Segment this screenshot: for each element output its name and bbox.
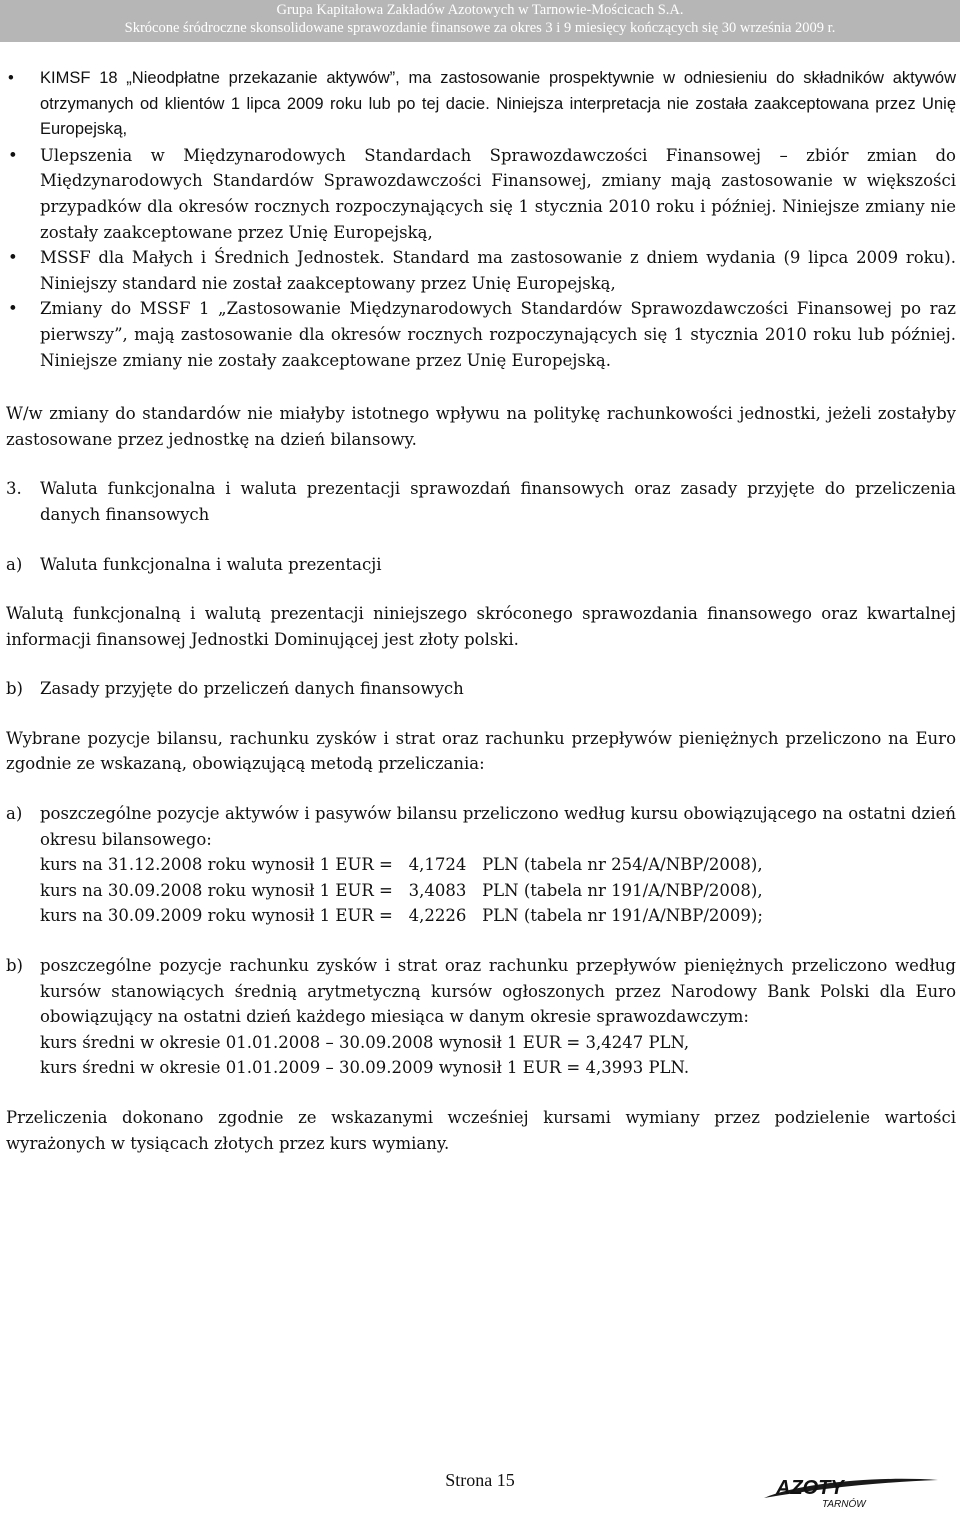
azoty-logo <box>762 1472 942 1510</box>
paragraph-functional-currency: Walutą funkcjonalną i walutą prezentacji niniejszego skróconego sprawozdania finansowego oraz kwartalnej informacji finansowej Jednostki Dominującej jest złoty polski. <box>6 604 956 649</box>
section-title: Waluta funkcjonalna i waluta prezentacji sprawozdań finansowych oraz zasady przyjęte do przeliczenia danych finansowych <box>40 479 956 524</box>
page-header <box>0 0 960 42</box>
rate-line: kurs na 30.09.2009 roku wynosił 1 EUR = 4,2226 PLN (tabela nr 191/A/NBP/2009); <box>40 906 763 926</box>
header-company: Grupa Kapitałowa Zakładów Azotowych w Tarnowie-Mościcach S.A. <box>276 2 684 18</box>
bullet-kimsf18: • KIMSF 18 „Nieodpłatne przekazanie aktywów”, ma zastosowanie prospektywnie w odniesieniu do składników aktywów otrzymanych od klientów 1 lipca 2009 roku lub po tej dacie. Niniejsza interpretacja nie została zaakceptowana przez Unię Europejską, <box>6 66 956 143</box>
bullet-mssf1: • Zmiany do MSSF 1 „Zastosowanie Międzynarodowych Standardów Sprawozdawczości Finansowej po raz pierwszy”, mają zastosowanie dla okresów rocznych rozpoczynających się 1 stycznia 2010 roku lub później. Niniejsze zmiany nie zostały zaakceptowane przez Unię Europejską. <box>6 296 956 373</box>
logo-text: AZOTY <box>776 1477 844 1499</box>
rate-line: kurs średni w okresie 01.01.2009 – 30.09.2009 wynosił 1 EUR = 4,3993 PLN. <box>40 1058 690 1078</box>
bullet-ulepszenia: • Ulepszenia w Międzynarodowych Standardach Sprawozdawczości Finansowej – zbiór zmian do Międzynarodowych Standardów Sprawozdawczości Finansowej, zmiany mają zastosowanie w większości przypadków dla okresów rocznych rozpoczynających się 1 stycznia 2010 roku i później. Niniejsze zmiany nie zostały zaakceptowane przez Unię Europejską, <box>6 143 956 245</box>
subsection-b-heading <box>6 676 956 702</box>
item-text: poszczególne pozycje rachunku zysków i strat oraz rachunku przepływów pieniężnych przeliczono według kursów stanowiących średnią arytmetyczną kursów ogłoszonych przez Narodowy Bank Polski dla Euro obowiązujący na ostatni dzień każdego miesiąca w danym okresie sprawozdawczym: <box>40 956 956 1027</box>
logo-subtext: TARNÓW <box>822 1499 866 1510</box>
list-item-a <box>6 801 956 929</box>
item-number: b) <box>6 956 23 976</box>
rate-line: kurs na 30.09.2008 roku wynosił 1 EUR = 3,4083 PLN (tabela nr 191/A/NBP/2008), <box>40 880 763 900</box>
header-report-title: Skrócone śródroczne skonsolidowane sprawozdanie finansowe za okres 3 i 9 miesięcy kończących się 30 września 2009 r. <box>124 20 836 36</box>
page-number: Strona 15 <box>445 1470 515 1490</box>
list-item-b <box>6 953 956 1081</box>
item-text: poszczególne pozycje aktywów i pasywów bilansu przeliczono według kursu obowiązującego na ostatni dzień okresu bilansowego: <box>40 804 956 849</box>
paragraph-conversion: Przeliczenia dokonano zgodnie ze wskazanymi wcześniej kursami wymiany przez podzielenie wartości wyrażonych w tysiącach złotych przez kurs wymiany. <box>6 1108 956 1153</box>
subsection-a-heading <box>6 552 956 578</box>
subsection-number: b) <box>6 679 23 699</box>
rate-line: kurs na 31.12.2008 roku wynosił 1 EUR = 4,1724 PLN (tabela nr 254/A/NBP/2008), <box>40 855 763 875</box>
paragraph-selected-items: Wybrane pozycje bilansu, rachunku zysków i strat oraz rachunku przepływów pieniężnych przeliczono na Euro zgodnie ze wskazaną, obowiązującą metodą przeliczania: <box>6 728 956 774</box>
subsection-title: Zasady przyjęte do przeliczeń danych finansowych <box>40 679 464 699</box>
rate-line: kurs średni w okresie 01.01.2008 – 30.09.2008 wynosił 1 EUR = 3,4247 PLN, <box>40 1032 690 1052</box>
item-number: a) <box>6 804 23 824</box>
paragraph-impact: W/w zmiany do standardów nie miałyby istotnego wpływu na politykę rachunkowości jednostki, jeżeli zostałyby zastosowane przez jednostkę na dzień bilansowy. <box>6 404 956 449</box>
document-body <box>6 66 956 1156</box>
section-number: 3. <box>6 479 22 499</box>
subsection-number: a) <box>6 554 23 574</box>
bullet-mssf-msp: • MSSF dla Małych i Średnich Jednostek. Standard ma zastosowanie z dniem wydania (9 lipca 2009 roku). Niniejszy standard nie został zaakceptowany przez Unię Europejską, <box>6 245 956 296</box>
section-3-heading <box>6 476 956 527</box>
subsection-title: Waluta funkcjonalna i waluta prezentacji <box>40 554 382 574</box>
